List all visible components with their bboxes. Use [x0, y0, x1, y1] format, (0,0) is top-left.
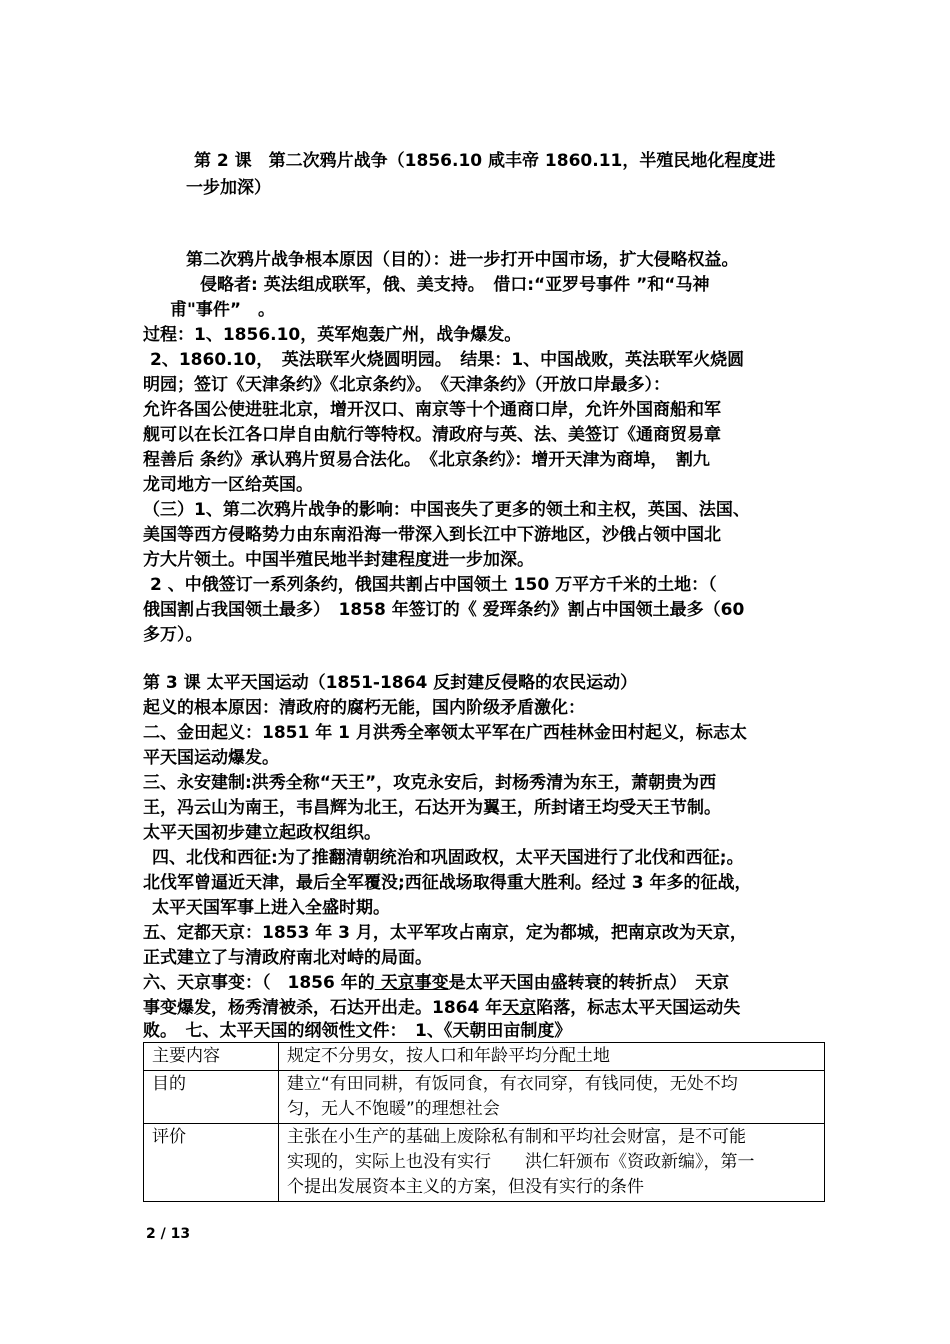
cell-line: 建立“有田同耕，有饭同食，有衣同穿，有钱同使，无处不均: [287, 1074, 738, 1094]
paragraph-line: 明园；签订《天津条约》《北京条约》。 《天津条约》（开放口岸最多）：: [143, 375, 670, 395]
table-cell-value: [279, 1071, 825, 1124]
paragraph-line: 过程：1、1856.10，英军炮轰广州，战争爆发。: [143, 325, 522, 345]
lesson2-title-line2: 一步加深）: [186, 178, 271, 198]
paragraph-line: 程善后 条约》承认鸦片贸易合法化。 《北京条约》：增开天津为商埠， 割九: [143, 450, 710, 470]
paragraph-line: 方大片领土。中国半殖民地半封建程度进一步加深。: [143, 550, 534, 570]
paragraph-line: 王，冯云山为南王，韦昌辉为北王，石达开为翼王，所封诸王均受天王节制。: [143, 798, 721, 818]
cell-line: 匀，无人不饱暖”的理想社会: [287, 1099, 500, 1119]
paragraph-line: 侵略者: 英法组成联军，俄、美支持。 借口:“亚罗号事件 ”和“马神: [200, 275, 710, 295]
paragraph-line: 龙司地方一区给英国。: [143, 475, 313, 495]
paragraph-line: 太平天国初步建立起政权组织。: [143, 823, 381, 843]
paragraph-line: 允许各国公使进驻北京，增开汉口、南京等十个通商口岸，允许外国商船和军: [143, 400, 721, 420]
paragraph-line: [143, 970, 729, 996]
paragraph-line: 第二次鸦片战争根本原因（目的）：进一步打开中国市场，扩大侵略权益。: [186, 250, 739, 270]
table-cell-value: [279, 1124, 825, 1202]
text-run: 六、天京事变：（ 1856 年的: [143, 973, 375, 993]
paragraph-line: 俄国割占我国领土最多） 1858 年签订的《 爱珲条约》割占中国领土最多（60: [143, 600, 745, 620]
cell-line: 实现的，实际上也没有实行 洪仁轩颁布《资政新编》，第一: [287, 1152, 755, 1172]
paragraph-line: 舰可以在长江各口岸自由航行等特权。清政府与英、法、美签订《通商贸易章: [143, 425, 721, 445]
paragraph-line: 四、北伐和西征:为了推翻清朝统治和巩固政权，太平天国进行了北伐和西征;。: [152, 848, 744, 868]
table-cell-value: 规定不分男女，按人口和年龄平均分配土地: [279, 1043, 825, 1071]
program-table: [143, 1042, 825, 1202]
paragraph-line: 太平天国军事上进入全盛时期。: [152, 898, 390, 918]
cell-line: 主张在小生产的基础上废除私有制和平均社会财富，是不可能: [287, 1127, 746, 1147]
table-row: [144, 1071, 825, 1124]
paragraph-line: 二、金田起义：1851 年 1 月洪秀全率领太平军在广西桂林金田村起义，标志太: [143, 723, 747, 743]
paragraph-line: 正式建立了与清政府南北对峙的局面。: [143, 948, 432, 968]
paragraph-line: 甫"事件” 。: [170, 300, 276, 320]
paragraph-line: 三、永安建制:洪秀全称“天王”，攻克永安后，封杨秀清为东王，萧朝贵为西: [143, 773, 717, 793]
underlined-text: 天京事变: [374, 973, 449, 993]
paragraph-line: （三）1、第二次鸦片战争的影响：中国丧失了更多的领土和主权，英国、法国、: [143, 500, 750, 520]
table-cell-label: 主要内容: [144, 1043, 279, 1071]
lesson2-title-line1: 第 2 课 第二次鸦片战争（1856.10 咸丰帝 1860.11，半殖民地化程度进: [194, 151, 776, 171]
text-run: 是太平天国由盛转衰的转折点） 天京: [448, 973, 730, 993]
table-cell-label: 目的: [144, 1071, 279, 1124]
table-row: [144, 1043, 825, 1071]
table-row: [144, 1124, 825, 1202]
paragraph-line: 五、定都天京：1853 年 3 月，太平军攻占南京，定为都城，把南京改为天京，: [143, 923, 747, 943]
paragraph-line: 多万）。: [143, 625, 203, 645]
paragraph-line: 美国等西方侵略势力由东南沿海一带深入到长江中下游地区，沙俄占领中国北: [143, 525, 721, 545]
underlined-text: 天京: [502, 998, 537, 1018]
paragraph-line: 2 、中俄签订一系列条约，俄国共割占中国领土 150 万平方千米的土地：（: [150, 575, 717, 595]
paragraph-line: 起义的根本原因：清政府的腐朽无能，国内阶级矛盾激化：: [143, 698, 585, 718]
table-cell-label: 评价: [144, 1124, 279, 1202]
paragraph-line: 北伐军曾逼近天津，最后全军覆没;西征战场取得重大胜利。经过 3 年多的征战，: [143, 873, 752, 893]
cell-line: 个提出发展资本主义的方案，但没有实行的条件: [287, 1177, 644, 1197]
paragraph-line: 败。 七、太平天国的纲领性文件： 1、《天朝田亩制度》: [143, 1021, 572, 1041]
text-run: 事变爆发，杨秀清被杀，石达开出走。1864 年: [143, 998, 503, 1018]
lesson3-title: 第 3 课 太平天国运动（1851-1864 反封建反侵略的农民运动）: [143, 673, 638, 693]
paragraph-line: 平天国运动爆发。: [143, 748, 279, 768]
paragraph-line: 2、1860.10， 英法联军火烧圆明园。 结果：1、中国战败，英法联军火烧圆: [150, 350, 745, 370]
text-run: 陷落，标志太平天国运动失: [536, 998, 741, 1018]
page-number: 2 / 13: [146, 1226, 191, 1242]
